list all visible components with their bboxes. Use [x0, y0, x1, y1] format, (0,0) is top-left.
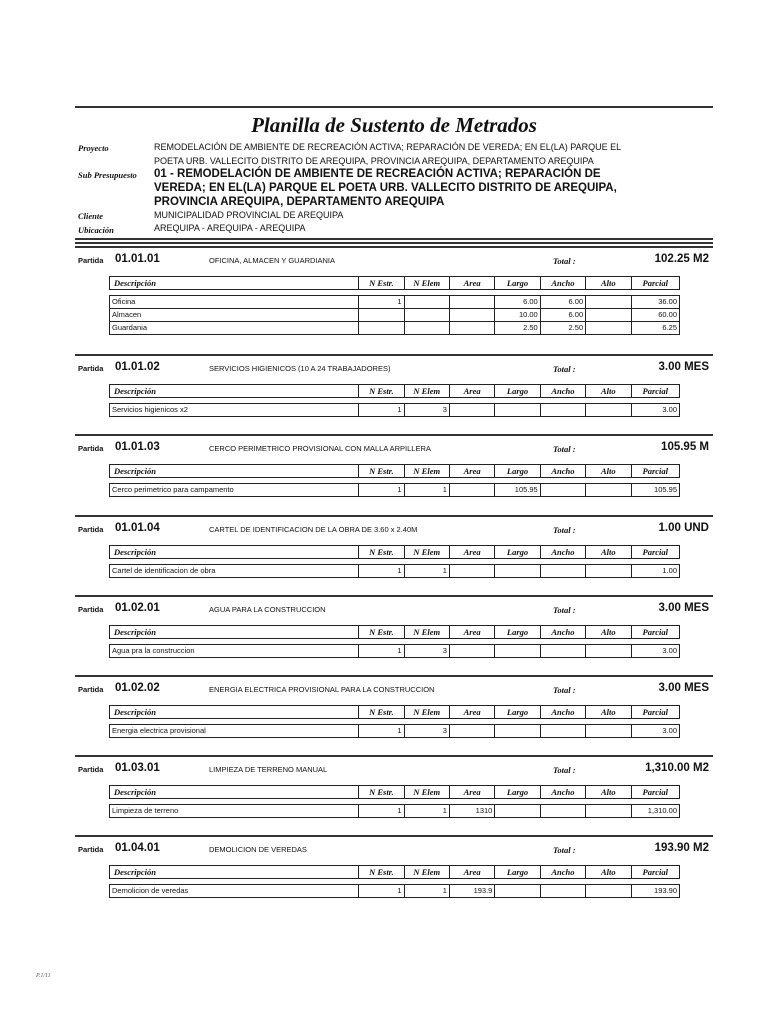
row-value: 36.00 — [631, 296, 679, 309]
metrado-table — [109, 865, 680, 898]
partida-block — [75, 595, 713, 675]
proyecto-label: Proyecto — [78, 143, 109, 153]
partida-block — [75, 515, 713, 595]
column-header: Alto — [586, 385, 631, 398]
total-label: Total : — [553, 605, 576, 615]
column-header: Descripción — [110, 385, 359, 398]
partida-total: 102.25 M2 — [654, 253, 709, 265]
column-header: Ancho — [540, 786, 585, 799]
column-header: Descripción — [110, 866, 359, 879]
table-header-row — [110, 866, 680, 879]
row-value — [586, 565, 631, 578]
row-value — [586, 296, 631, 309]
cliente-label: Cliente — [78, 211, 104, 221]
column-header: N Estr. — [359, 866, 404, 879]
total-label: Total : — [553, 364, 576, 374]
row-value: 105.95 — [495, 484, 540, 497]
cliente-value: MUNICIPALIDAD PROVINCIAL DE AREQUIPA — [154, 210, 344, 220]
column-header: N Elem — [404, 277, 449, 290]
column-header: Alto — [586, 277, 631, 290]
column-header: N Estr. — [359, 546, 404, 559]
row-value — [540, 565, 585, 578]
column-header: Alto — [586, 706, 631, 719]
total-label: Total : — [553, 256, 576, 266]
metrado-table — [109, 464, 680, 497]
row-value: 1 — [359, 296, 404, 309]
partida-code: 01.01.02 — [115, 361, 160, 373]
row-value — [404, 309, 449, 322]
ubicacion-value: AREQUIPA - AREQUIPA - AREQUIPA — [154, 223, 306, 233]
row-value — [586, 885, 631, 898]
column-header: Ancho — [540, 465, 585, 478]
partida-code: 01.02.01 — [115, 602, 160, 614]
column-header: N Elem — [404, 866, 449, 879]
column-header: Ancho — [540, 866, 585, 879]
row-value — [540, 484, 585, 497]
row-value — [449, 296, 494, 309]
column-header: Ancho — [540, 706, 585, 719]
column-header: Descripción — [110, 546, 359, 559]
column-header: Parcial — [631, 786, 679, 799]
row-value — [586, 725, 631, 738]
column-header: Largo — [495, 706, 540, 719]
column-header: Largo — [495, 626, 540, 639]
column-header: N Estr. — [359, 385, 404, 398]
column-header: Largo — [495, 465, 540, 478]
row-value: 1 — [359, 404, 404, 417]
row-value — [586, 404, 631, 417]
partida-label: Partida — [78, 685, 104, 694]
row-value: 193.90 — [631, 885, 679, 898]
partida-code: 01.01.01 — [115, 253, 160, 265]
column-header: Alto — [586, 465, 631, 478]
header-bottom-rule-2 — [75, 242, 713, 244]
row-value: 1 — [359, 645, 404, 658]
column-header: Largo — [495, 277, 540, 290]
table-row — [110, 309, 680, 322]
total-label: Total : — [553, 444, 576, 454]
partida-block — [75, 755, 713, 835]
column-header: Descripción — [110, 626, 359, 639]
row-value: 3.00 — [631, 404, 679, 417]
metrado-table — [109, 785, 680, 818]
page-number: P.1/11 — [36, 973, 51, 979]
partida-total: 1,310.00 M2 — [645, 762, 709, 774]
partida-block — [75, 354, 713, 434]
partida-label: Partida — [78, 444, 104, 453]
partida-rule — [75, 675, 713, 677]
row-value: 1 — [359, 484, 404, 497]
column-header: N Elem — [404, 465, 449, 478]
partida-description: AGUA PARA LA CONSTRUCCION — [209, 605, 326, 614]
column-header: N Elem — [404, 385, 449, 398]
column-header: Parcial — [631, 706, 679, 719]
partida-code: 01.03.01 — [115, 762, 160, 774]
partida-total: 105.95 M — [661, 441, 709, 453]
row-value: 60.00 — [631, 309, 679, 322]
row-value — [449, 309, 494, 322]
subpresupuesto-line-2: VEREDA; EN EL(LA) PARQUE EL POETA URB. VALLECITO DISTRITO DE AREQUIPA, — [154, 182, 617, 194]
column-header: Alto — [586, 866, 631, 879]
column-header: Area — [449, 626, 494, 639]
column-header: Parcial — [631, 866, 679, 879]
partida-description: CERCO PERIMETRICO PROVISIONAL CON MALLA ARPILLERA — [209, 444, 431, 453]
table-row — [110, 645, 680, 658]
row-value: 2.50 — [540, 322, 585, 335]
ubicacion-label: Ubicación — [78, 225, 114, 235]
partida-label: Partida — [78, 765, 104, 774]
row-value — [540, 404, 585, 417]
table-row — [110, 565, 680, 578]
partida-code: 01.01.03 — [115, 441, 160, 453]
partida-total: 193.90 M2 — [654, 842, 709, 854]
column-header: Area — [449, 465, 494, 478]
partida-code: 01.01.04 — [115, 522, 160, 534]
row-value — [449, 725, 494, 738]
column-header: Area — [449, 546, 494, 559]
column-header: N Estr. — [359, 706, 404, 719]
column-header: Parcial — [631, 626, 679, 639]
metrado-table — [109, 384, 680, 417]
partida-block — [75, 434, 713, 514]
table-header-row — [110, 706, 680, 719]
partida-description: ENERGIA ELECTRICA PROVISIONAL PARA LA CONSTRUCCION — [209, 685, 435, 694]
column-header: N Estr. — [359, 786, 404, 799]
row-value — [404, 322, 449, 335]
row-description: Guardania — [110, 322, 359, 335]
partida-label: Partida — [78, 525, 104, 534]
total-label: Total : — [553, 845, 576, 855]
column-header: N Elem — [404, 706, 449, 719]
partida-code: 01.02.02 — [115, 682, 160, 694]
row-value: 2.50 — [495, 322, 540, 335]
subpresupuesto-line-1: 01 - REMODELACIÓN DE AMBIENTE DE RECREACIÓN ACTIVA; REPARACIÓN DE — [154, 168, 601, 180]
row-value — [540, 645, 585, 658]
row-value: 1 — [359, 725, 404, 738]
proyecto-line-1: REMODELACIÓN DE AMBIENTE DE RECREACIÓN ACTIVA; REPARACIÓN DE VEREDA; EN EL(LA) PARQUE EL — [154, 142, 622, 152]
row-value — [495, 404, 540, 417]
column-header: Descripción — [110, 465, 359, 478]
total-label: Total : — [553, 685, 576, 695]
row-value — [449, 404, 494, 417]
row-value — [540, 725, 585, 738]
row-value: 1,310.00 — [631, 805, 679, 818]
column-header: N Estr. — [359, 626, 404, 639]
row-value — [449, 322, 494, 335]
column-header: Largo — [495, 786, 540, 799]
row-value — [449, 565, 494, 578]
partida-rule — [75, 515, 713, 517]
column-header: Parcial — [631, 546, 679, 559]
column-header: Area — [449, 277, 494, 290]
row-value — [449, 484, 494, 497]
row-value — [495, 885, 540, 898]
proyecto-line-2: POETA URB. VALLECITO DISTRITO DE AREQUIPA, PROVINCIA AREQUIPA, DEPARTAMENTO AREQUIPA — [154, 156, 594, 166]
partida-label: Partida — [78, 364, 104, 373]
row-value: 1 — [359, 565, 404, 578]
row-value: 6.00 — [540, 296, 585, 309]
column-header: Area — [449, 385, 494, 398]
partida-block — [75, 675, 713, 755]
metrado-table — [109, 545, 680, 578]
column-header: Alto — [586, 626, 631, 639]
table-header-row — [110, 626, 680, 639]
table-header-row — [110, 786, 680, 799]
row-value — [449, 645, 494, 658]
partida-total: 3.00 MES — [658, 682, 709, 694]
column-header: Ancho — [540, 626, 585, 639]
row-value — [495, 645, 540, 658]
top-rule — [75, 106, 713, 108]
row-value: 1 — [404, 484, 449, 497]
table-row — [110, 725, 680, 738]
row-value — [586, 309, 631, 322]
row-value: 1 — [404, 805, 449, 818]
table-header-row — [110, 385, 680, 398]
total-label: Total : — [553, 765, 576, 775]
row-value — [495, 565, 540, 578]
subpresupuesto-label: Sub Presupuesto — [78, 170, 137, 180]
row-value: 1 — [359, 805, 404, 818]
row-value: 10.00 — [495, 309, 540, 322]
partida-label: Partida — [78, 605, 104, 614]
table-row — [110, 484, 680, 497]
row-value: 3 — [404, 725, 449, 738]
row-value — [586, 322, 631, 335]
row-value — [586, 645, 631, 658]
row-value: 6.25 — [631, 322, 679, 335]
row-value: 1310 — [449, 805, 494, 818]
column-header: N Elem — [404, 786, 449, 799]
partida-description: OFICINA, ALMACEN Y GUARDIANIA — [209, 256, 336, 265]
row-description: Oficina — [110, 296, 359, 309]
partida-total: 3.00 MES — [658, 602, 709, 614]
row-value: 193.9 — [449, 885, 494, 898]
table-row — [110, 805, 680, 818]
partida-total: 1.00 UND — [658, 522, 709, 534]
partida-label: Partida — [78, 256, 104, 265]
column-header: Largo — [495, 546, 540, 559]
column-header: Descripción — [110, 786, 359, 799]
table-header-row — [110, 465, 680, 478]
column-header: Ancho — [540, 277, 585, 290]
partida-code: 01.04.01 — [115, 842, 160, 854]
column-header: Largo — [495, 866, 540, 879]
partida-rule — [75, 354, 713, 356]
row-value: 3 — [404, 645, 449, 658]
header-bottom-rule — [75, 238, 713, 240]
partida-rule — [75, 434, 713, 436]
row-value — [540, 805, 585, 818]
partida-rule — [75, 246, 713, 248]
column-header: Area — [449, 786, 494, 799]
row-description: Demolicion de veredas — [110, 885, 359, 898]
row-description: Agua pra la construccion — [110, 645, 359, 658]
column-header: Area — [449, 706, 494, 719]
row-value — [359, 309, 404, 322]
partida-description: LIMPIEZA DE TERRENO MANUAL — [209, 765, 328, 774]
column-header: Area — [449, 866, 494, 879]
table-header-row — [110, 546, 680, 559]
row-value — [586, 805, 631, 818]
partida-description: DEMOLICION DE VEREDAS — [209, 845, 307, 854]
total-label: Total : — [553, 525, 576, 535]
row-description: Cartel de identificacion de obra — [110, 565, 359, 578]
row-value: 1 — [404, 885, 449, 898]
row-value: 6.00 — [495, 296, 540, 309]
partida-description: CARTEL DE IDENTIFICACION DE LA OBRA DE 3.60 x 2.40M — [209, 525, 418, 534]
row-value: 6.00 — [540, 309, 585, 322]
metrado-table — [109, 705, 680, 738]
metrado-table — [109, 276, 680, 335]
row-value — [495, 725, 540, 738]
partida-description: SERVICIOS HIGIENICOS (10 A 24 TRABAJADORES) — [209, 364, 391, 373]
partida-total: 3.00 MES — [658, 361, 709, 373]
row-description: Servicios higienicos x2 — [110, 404, 359, 417]
column-header: Ancho — [540, 385, 585, 398]
row-value: 3 — [404, 404, 449, 417]
row-value — [359, 322, 404, 335]
partida-block — [75, 835, 713, 915]
page-title: Planilla de Sustento de Metrados — [251, 113, 537, 137]
table-row — [110, 296, 680, 309]
partida-rule — [75, 595, 713, 597]
row-value: 1.00 — [631, 565, 679, 578]
row-value — [404, 296, 449, 309]
table-row — [110, 404, 680, 417]
column-header: Parcial — [631, 465, 679, 478]
partida-rule — [75, 755, 713, 757]
column-header: Parcial — [631, 277, 679, 290]
row-value: 105.95 — [631, 484, 679, 497]
partida-rule — [75, 835, 713, 837]
partida-block — [75, 246, 713, 332]
row-value: 3.00 — [631, 725, 679, 738]
table-row — [110, 322, 680, 335]
column-header: Descripción — [110, 277, 359, 290]
row-description: Limpieza de terreno — [110, 805, 359, 818]
partida-label: Partida — [78, 845, 104, 854]
row-description: Energia electrica provisional — [110, 725, 359, 738]
column-header: N Estr. — [359, 465, 404, 478]
table-row — [110, 885, 680, 898]
row-description: Cerco perimetrico para campamento — [110, 484, 359, 497]
column-header: N Estr. — [359, 277, 404, 290]
row-value: 3.00 — [631, 645, 679, 658]
column-header: Alto — [586, 786, 631, 799]
row-value — [540, 885, 585, 898]
column-header: Alto — [586, 546, 631, 559]
subpresupuesto-line-3: PROVINCIA AREQUIPA, DEPARTAMENTO AREQUIPA — [154, 196, 445, 208]
row-value — [586, 484, 631, 497]
row-value — [495, 805, 540, 818]
column-header: Parcial — [631, 385, 679, 398]
column-header: N Elem — [404, 626, 449, 639]
row-description: Almacen — [110, 309, 359, 322]
column-header: Descripción — [110, 706, 359, 719]
metrado-table — [109, 625, 680, 658]
column-header: N Elem — [404, 546, 449, 559]
column-header: Largo — [495, 385, 540, 398]
column-header: Ancho — [540, 546, 585, 559]
row-value: 1 — [359, 885, 404, 898]
row-value: 1 — [404, 565, 449, 578]
table-header-row — [110, 277, 680, 290]
